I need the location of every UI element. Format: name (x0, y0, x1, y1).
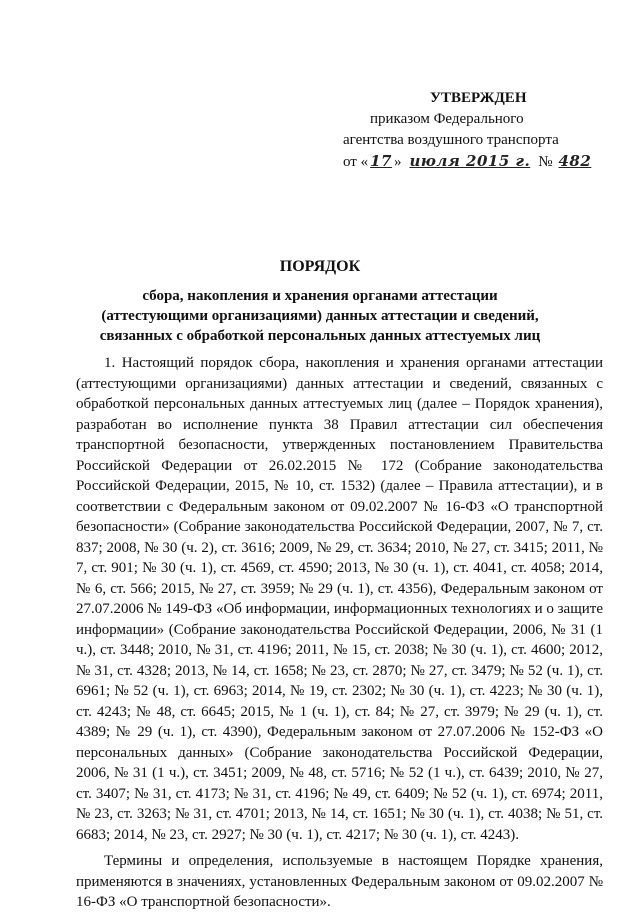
approval-date-line (343, 151, 613, 173)
handwritten-day: 17 (370, 152, 392, 170)
handwritten-order-number: 482 (558, 152, 592, 170)
approval-line-agency: агентства воздушного транспорта (343, 132, 559, 148)
approval-heading: УТВЕРЖДЕН (430, 90, 527, 106)
document-title: ПОРЯДОК (279, 258, 361, 275)
number-label: № (538, 154, 553, 170)
approval-line-order: приказом Федерального (370, 111, 524, 127)
paragraph-1: 1. Настоящий порядок сбора, накопления и хранения органами аттестации (аттестующими организациями) данных аттестации и сведений, связанных с обработкой персональных данных аттестуемых лиц (далее – Порядок хранения), разработан во исполнение пункта 38 Правил аттестации сил обеспечения транспортной безопасности, утвержденных постановлением Правительства Российской Федерации от 26.02.2015 № 172 (Собрание законодательства Российской Федерации, 2015, № 10, ст. 1532) (далее – Правила аттестации), и в соответствии с Федеральным законом от 09.02.2007 № 16-ФЗ «О транспортной безопасности» (Собрание законодательства Российской Федерации, 2007, № 7, ст. 837; 2008, № 30 (ч. 2), ст. 3616; 2009, № 29, ст. 3634; 2010, № 27, ст. 3415; 2011, № 7, ст. 901; № 30 (ч. 1), ст. 4569, ст. 4590; 2013, № 30 (ч. 1), ст. 4041, ст. 4058; 2014, № 6, ст. 566; 2015, № 27, ст. 3959; № 29 (ч. 1), ст. 4356), Федеральным законом от 27.07.2006 № 149-ФЗ «Об информации, информационных технологиях и о защите информации» (Собрание законодательства Российской Федерации, 2006, № 31 (1 ч.), ст. 3448; 2010, № 31, ст. 4196; 2011, № 15, ст. 2038; № 30 (ч. 1), ст. 4600; 2012, № 31, ст. 4328; 2013, № 14, ст. 1658; № 23, ст. 2870; № 27, ст. 3479; № 52 (ч. 1), ст. 6961; № 52 (ч. 1), ст. 6963; 2014, № 19, ст. 2302; № 30 (ч. 1), ст. 4223; № 30 (ч. 1), ст. 4243; № 48, ст. 6645; 2015, № 1 (ч. 1), ст. 84; № 27, ст. 3979; № 29 (ч. 1), ст. 4389; № 29 (ч. 1), ст. 4390), Федеральным законом от 27.07.2006 № 152-ФЗ «О персональных данных» (Собрание законодательства Российской Федерации, 2006, № 31 (1 ч.), ст. 3451; 2009, № 48, ст. 5716; № 52 (1 ч.), ст. 6439; 2010, № 27, ст. 3407; № 31, ст. 4173; № 31, ст. 4196; № 49, ст. 6409; № 52 (ч. 1), ст. 6974; 2011, № 23, ст. 3263; № 31, ст. 4701; 2013, № 14, ст. 1651; № 30 (ч. 1), ст. 4038; № 51, ст. 6683; 2014, № 23, ст. 2927; № 30 (ч. 1), ст. 4217; № 30 (ч. 1), ст. 4243). (76, 355, 603, 843)
paragraph-2: Термины и определения, используемые в настоящем Порядке хранения, применяются в значениях, установленных Федеральным законом от 09.02.2007 № 16-ФЗ «О транспортной безопасности». (76, 853, 603, 910)
handwritten-month-year: июля 2015 г. (409, 152, 531, 170)
date-prefix: от « (343, 154, 369, 170)
document-body (76, 353, 603, 913)
approval-block (343, 88, 613, 173)
date-close-quote: » (393, 154, 402, 170)
document-subtitle: сбора, накопления и хранения органами аттестации (аттестующими организациями) данных аттестации и сведений, связанных с обработкой персональных данных аттестуемых лиц (99, 288, 541, 344)
